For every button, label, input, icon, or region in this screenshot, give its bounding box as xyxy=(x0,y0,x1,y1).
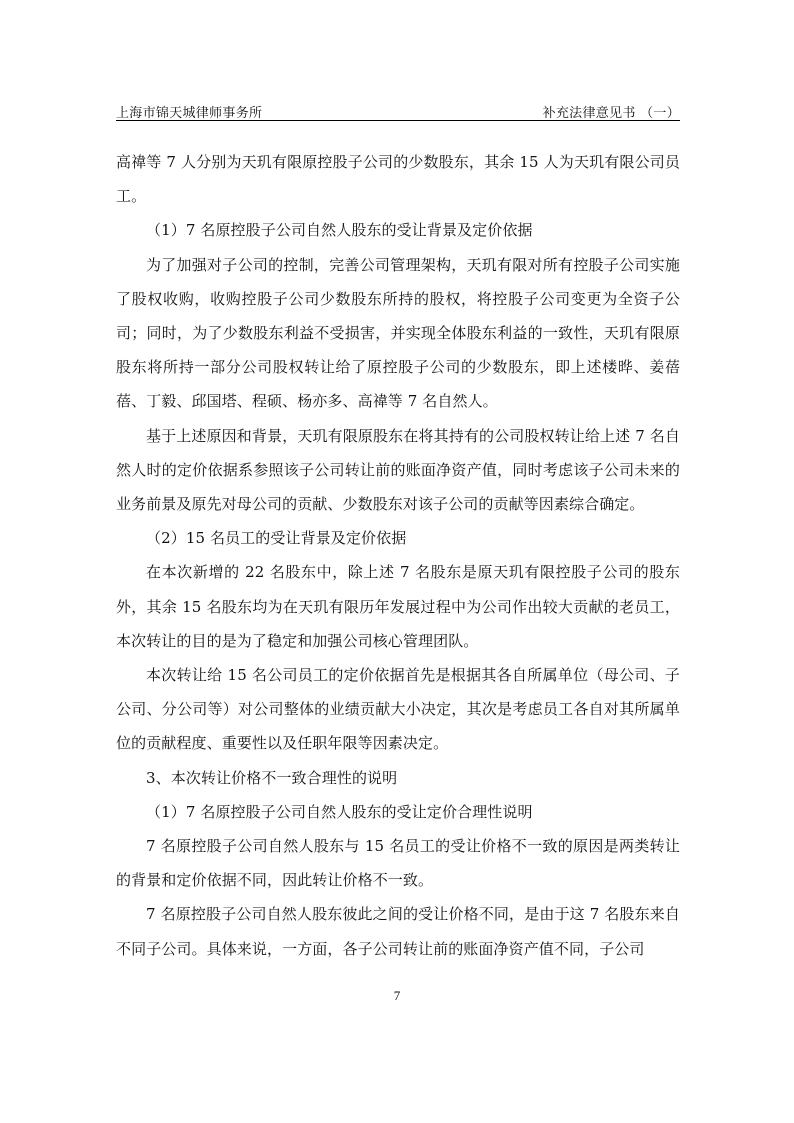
paragraph-continuation: 高禕等 7 人分别为天玑有限原控股子公司的少数股东，其余 15 人为天玑有限公司员工。 xyxy=(116,153,680,206)
paragraph-price-difference-reason: 7 名原控股子公司自然人股东与 15 名员工的受让价格不一致的原因是两类转让的背景和定价依据不同，因此转让价格不一致。 xyxy=(116,837,680,890)
paragraph-pricing-basis-7: 基于上述原因和背景，天玑有限原股东在将其持有的公司股权转让给上述 7 名自然人时的定价依据系参照该子公司转让前的账面净资产值，同时考虑该子公司未来的业务前景及原先对母公司的贡献、少数股东对该子公司的贡献等因素综合确定。 xyxy=(116,426,680,514)
header-document-title: 补充法律意见书 （一） xyxy=(542,106,680,121)
paragraph-pricing-basis-15: 本次转让给 15 名公司员工的定价依据首先是根据其各自所属单位（母公司、子公司、分公司等）对公司整体的业绩贡献大小决定，其次是考虑员工各自对其所属单位的贡献程度、重要性以及任职年限等因素决定。 xyxy=(116,666,680,753)
document-body xyxy=(116,145,680,966)
paragraph-new-shareholders: 在本次新增的 22 名股东中，除上述 7 名股东是原天玑有限控股子公司的股东外，其余 15 名股东均为在天玑有限历年发展过程中为公司作出较大贡献的老员工，本次转让的目的是为了稳定和加强公司核心管理团队。 xyxy=(116,563,680,650)
page-header xyxy=(116,100,680,120)
page-number: 7 xyxy=(393,988,401,1003)
paragraph-price-difference-among-7: 7 名原控股子公司自然人股东彼此之间的受让价格不同，是由于这 7 名股东来自不同子公司。具体来说，一方面，各子公司转让前的账面净资产值不同，子公司 xyxy=(116,905,680,958)
header-firm-name: 上海市锦天城律师事务所 xyxy=(116,106,263,121)
subheading-15-employees-background: （2）15 名员工的受让背景及定价依据 xyxy=(146,529,407,548)
subheading-7-shareholders-background: （1）7 名原控股子公司自然人股东的受让背景及定价依据 xyxy=(146,221,533,240)
header-divider xyxy=(116,120,680,121)
paragraph-acquisition-background: 为了加强对子公司的控制，完善公司管理架构，天玑有限对所有控股子公司实施了股权收购，收购控股子公司少数股东所持的股权，将控股子公司变更为全资子公司；同时，为了少数股东利益不受损害，并实现全体股东利益的一致性，天玑有限原股东将所持一部分公司股权转让给了原控股子公司的少数股东，即上述楼晔、姜蓓蓓、丁毅、邱国塔、程硕、杨亦多、高禕等 7 名自然人。 xyxy=(116,255,680,411)
subheading-7-shareholders-reasonableness: （1）7 名原控股子公司自然人股东的受让定价合理性说明 xyxy=(146,802,533,821)
section-heading-price-reasonableness: 3、本次转让价格不一致合理性的说明 xyxy=(146,768,398,787)
